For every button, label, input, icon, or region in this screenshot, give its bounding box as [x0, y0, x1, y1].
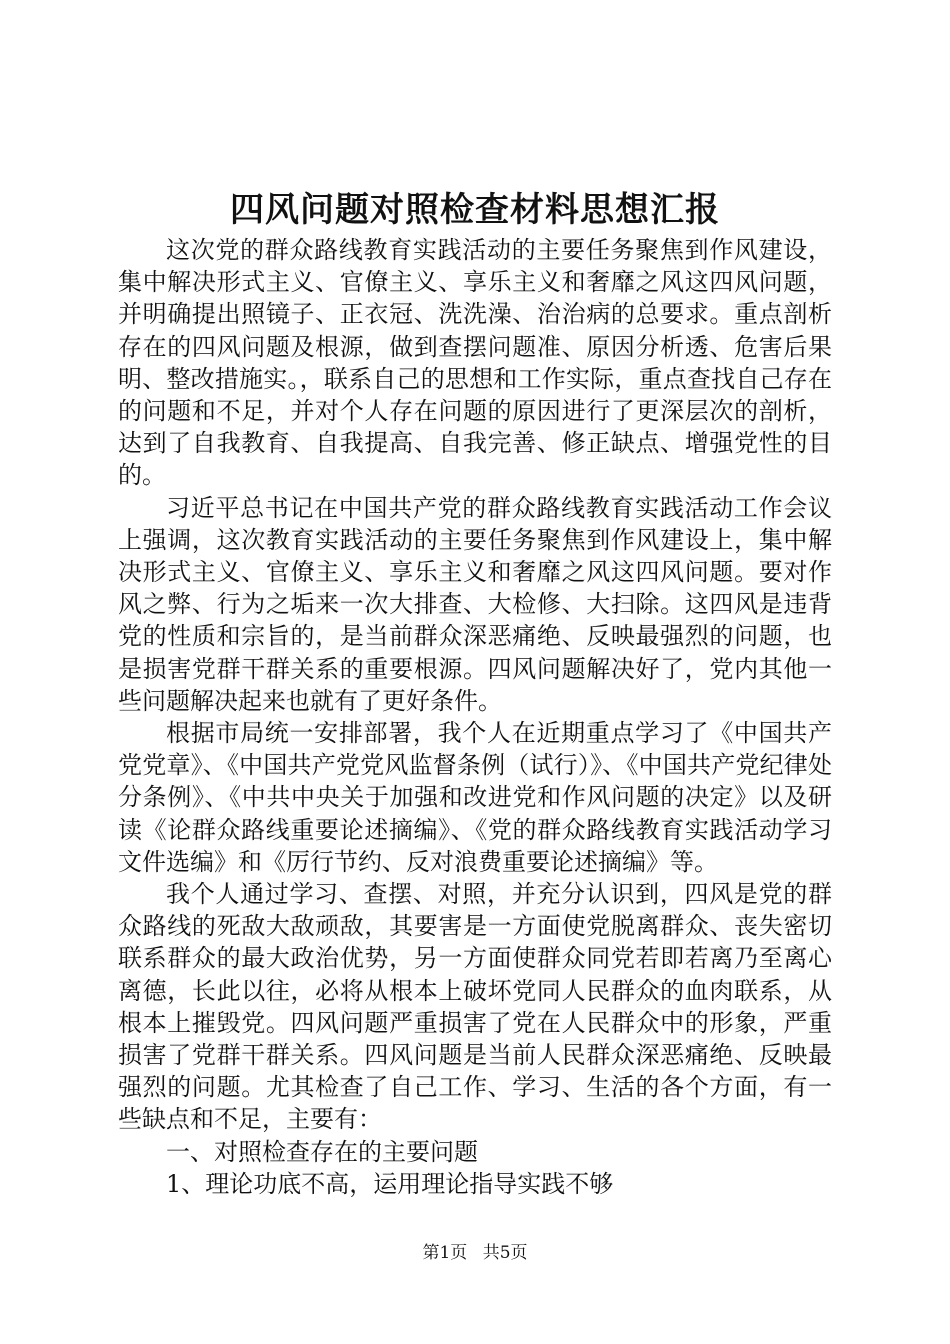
- paragraph: 根据市局统一安排部署，我个人在近期重点学习了《中国共产党党章》、《中国共产党党风监督条例（试行）》、《中国共产党纪律处分条例》、《中共中央关于加强和改进党和作风问题的决定》以及研读《论群众路线重要论述摘编》、《党的群众路线教育实践活动学习文件选编》和《厉行节约、反对浪费重要论述摘编》等。: [118, 719, 832, 876]
- document-body: [118, 234, 832, 1200]
- page-footer: [0, 1241, 950, 1265]
- page-number-current: 第1页: [422, 1243, 468, 1263]
- page-number-total: 共5页: [482, 1243, 528, 1263]
- document-title: 四风问题对照检查材料思想汇报: [230, 190, 720, 230]
- section-heading: 一、对照检查存在的主要问题: [166, 1137, 478, 1166]
- paragraph: 这次党的群众路线教育实践活动的主要任务聚焦到作风建设，集中解决形式主义、官僚主义、享乐主义和奢靡之风这四风问题，并明确提出照镜子、正衣冠、洗洗澡、治治病的总要求。重点剖析存在的四风问题及根源，做到查摆问题准、原因分析透、危害后果明、整改措施实。，联系自己的思想和工作实际，重点查找自己存在的问题和不足，并对个人存在问题的原因进行了更深层次的剖析，达到了自我教育、自我提高、自我完善、修正缺点、增强党性的目的。: [118, 236, 832, 490]
- paragraph: 我个人通过学习、查摆、对照，并充分认识到，四风是党的群众路线的死敌大敌顽敌，其要害是一方面使党脱离群众、丧失密切联系群众的最大政治优势，另一方面使群众同党若即若离乃至离心离德，长此以往，必将从根本上破坏党同人民群众的血肉联系，从根本上摧毁党。四风问题严重损害了党在人民群众中的形象，严重损害了党群干群关系。四风问题是当前人民群众深恶痛绝、反映最强烈的问题。尤其检查了自己工作、学习、生活的各个方面，有一些缺点和不足，主要有：: [118, 880, 832, 1134]
- paragraph: 习近平总书记在中国共产党的群众路线教育实践活动工作会议上强调，这次教育实践活动的主要任务聚焦到作风建设上，集中解决形式主义、官僚主义、享乐主义和奢靡之风这四风问题。要对作风之弊、行为之垢来一次大排查、大检修、大扫除。这四风是违背党的性质和宗旨的，是当前群众深恶痛绝、反映最强烈的问题，也是损害党群干群关系的重要根源。四风问题解决好了，党内其他一些问题解决起来也就有了更好条件。: [118, 493, 832, 715]
- subsection-heading: 1、理论功底不高，运用理论指导实践不够: [166, 1169, 614, 1198]
